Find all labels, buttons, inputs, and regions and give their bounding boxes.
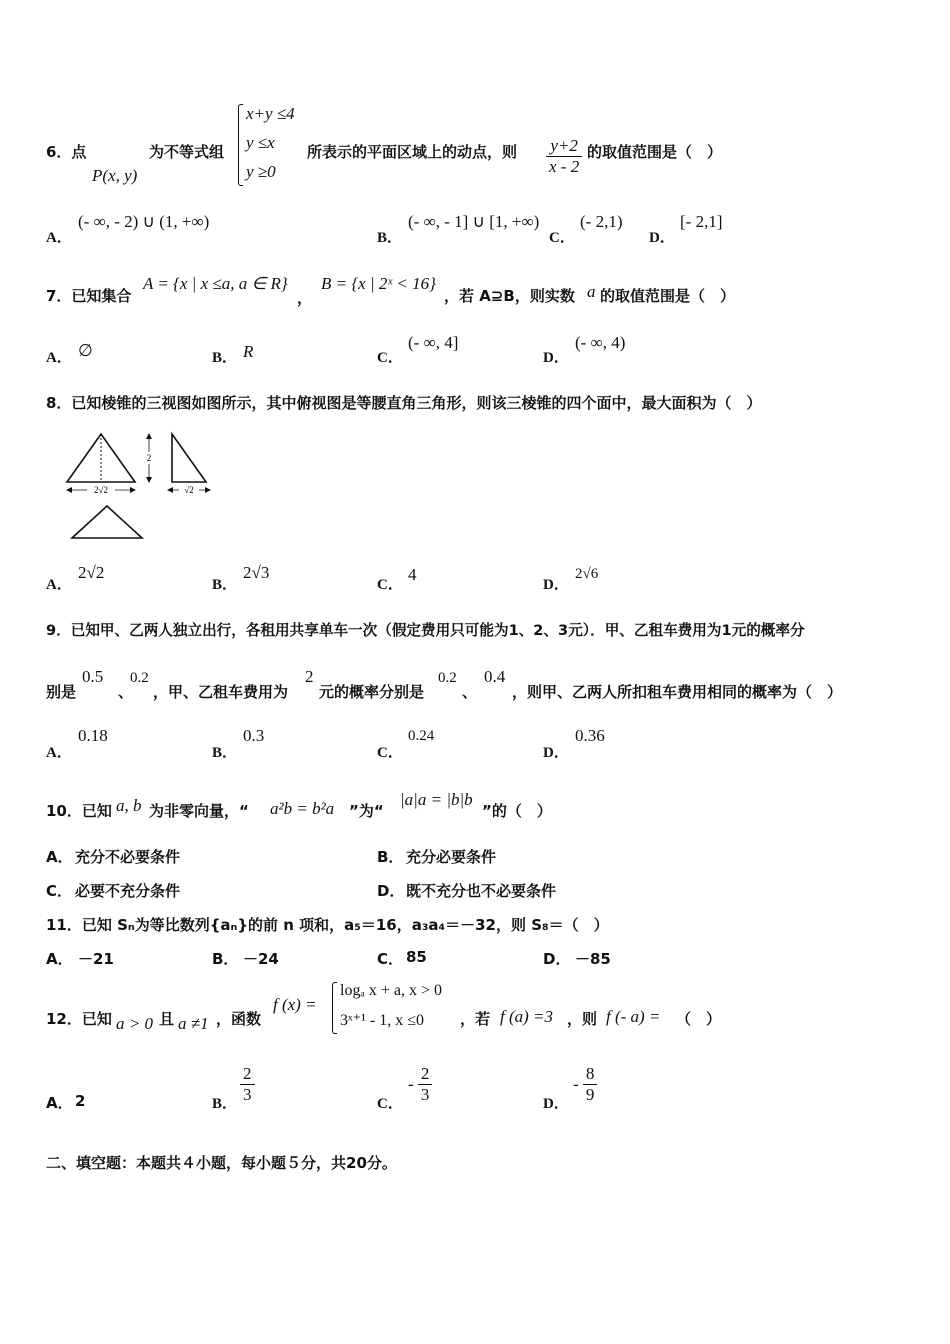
q12-case-2: 3ˣ⁺¹ - 1, x ≤0	[340, 1012, 424, 1029]
q8-height-label: 2	[146, 453, 152, 463]
q8-option-c: 4	[408, 565, 417, 584]
q10-option-b-label: B．	[377, 848, 404, 866]
q6-option-c: (- 2,1)	[580, 212, 623, 231]
q12-option-d	[573, 1064, 597, 1105]
q8-option-d: 2√6	[575, 566, 599, 582]
q9-option-d-label: D．	[543, 745, 569, 761]
q7-option-d-label: D．	[543, 350, 569, 366]
q12-stem-text1: 且	[159, 1010, 175, 1028]
q7-var-a: a	[587, 282, 596, 301]
q9-stem-line1: 9．已知甲、乙两人独立出行，各租用共享单车一次（假定费用只可能为1、2、3元）．甲、乙租车费用为1元的概率分	[46, 622, 805, 639]
q8-option-a: 2√2	[78, 563, 105, 582]
q7-option-a-label: A．	[46, 350, 72, 366]
q9-stem-l2c: 元的概率分别是	[319, 683, 425, 701]
q8-option-c-label: C．	[377, 577, 403, 593]
q10-cond2: |a|a = |b|b	[400, 790, 473, 809]
q8-side-view	[172, 434, 206, 482]
q10-option-d-label: D．	[377, 882, 405, 900]
q9-option-a-label: A．	[46, 745, 72, 761]
q6-ineq-3: y ≥0	[246, 162, 276, 181]
q6-stem-text1: 为不等式组	[149, 143, 225, 161]
q8-side-label: √2	[184, 485, 194, 495]
q8-height-arrow-bottom	[146, 477, 152, 483]
q9-sep2: 、	[462, 683, 478, 701]
q6-option-d: [- 2,1]	[680, 212, 723, 231]
q7-option-c: (- ∞, 4]	[408, 333, 459, 352]
q12-option-d-den: 9	[585, 1085, 595, 1104]
q12-option-c-den: 3	[420, 1085, 430, 1104]
q8-option-d-label: D．	[543, 577, 569, 593]
q9-option-c: 0.24	[408, 728, 435, 744]
q7-set-a: A = {x | x ≤a, a ∈ R}	[143, 274, 288, 293]
section-2-heading: 二、填空题：本题共４小题，每小题５分，共20分。	[46, 1154, 397, 1172]
q11-option-d: －85	[575, 950, 611, 968]
q12-stem-text5: （ ）	[676, 1010, 722, 1028]
q9-stem-l2a: 别是	[46, 683, 77, 701]
q7-option-d: (- ∞, 4)	[575, 333, 626, 352]
q7-stem-text2: 的取值范围是（ ）	[600, 287, 736, 305]
q11-stem: 11．已知 Sₙ为等比数列{aₙ}的前 n 项和，a₅＝16，a₃a₄＝－32，则 S₈＝（ ）	[46, 916, 609, 934]
q8-stem: 8．已知棱锥的三视图如图所示，其中俯视图是等腰直角三角形，则该三棱锥的四个面中，最大面积为（ ）	[46, 394, 762, 412]
q9-p3: 0.2	[438, 670, 457, 686]
q6-option-a: (- ∞, - 2) ∪ (1, +∞)	[78, 212, 210, 231]
q9-stem-l2b: ，甲、乙租车费用为	[153, 683, 289, 701]
q11-option-b-label: B．	[212, 950, 239, 968]
q12-option-b-num: 2	[240, 1064, 255, 1085]
q8-option-a-label: A．	[46, 577, 72, 593]
q6-frac-num: y+2	[546, 136, 582, 157]
q12-option-a: 2	[75, 1092, 86, 1110]
q6-option-c-label: C．	[549, 230, 575, 246]
q8-height-arrow-top	[146, 433, 152, 439]
q6-fraction	[546, 136, 582, 177]
q11-option-b: －24	[243, 950, 279, 968]
q9-two: 2	[305, 667, 314, 686]
q6-frac-den: x - 2	[549, 157, 580, 176]
q12-fa: f (a) =3	[500, 1007, 554, 1026]
q10-option-a-label: A．	[46, 848, 73, 866]
q6-stem-text2: 所表示的平面区域上的动点，则	[307, 143, 518, 161]
q7-option-c-label: C．	[377, 350, 403, 366]
q8-width-label: 2√2	[94, 485, 108, 495]
q12-option-c-num: 2	[418, 1064, 433, 1085]
q12-option-d-sign: -	[573, 1074, 579, 1094]
q8-width-arrow-right	[130, 487, 136, 493]
q8-width-arrow-left	[66, 487, 72, 493]
q11-option-d-label: D．	[543, 950, 571, 968]
q12-option-d-label: D．	[543, 1096, 569, 1112]
q9-p4: 0.4	[484, 667, 506, 686]
q6-system-brace	[238, 104, 243, 186]
q10-vars: a, b	[116, 796, 142, 815]
q9-option-b-label: B．	[212, 745, 238, 761]
q6-option-b-label: B．	[377, 230, 403, 246]
q9-stem-l2d: ，则甲、乙两人所扣租车费用相同的概率为（ ）	[512, 683, 843, 701]
q12-case-brace	[332, 982, 337, 1034]
q12-option-d-num: 8	[583, 1064, 598, 1085]
q12-option-c-sign: -	[408, 1074, 414, 1094]
q8-option-b: 2√3	[243, 563, 270, 582]
q10-stem-text2: ”为“	[349, 802, 384, 820]
q9-option-b: 0.3	[243, 726, 265, 745]
q10-option-c: 必要不充分条件	[75, 882, 181, 900]
q6-stem-number: 6．点	[46, 143, 87, 161]
q10-option-a: 充分不必要条件	[75, 848, 181, 866]
q11-option-a-label: A．	[46, 950, 73, 968]
q9-option-c-label: C．	[377, 745, 403, 761]
q11-option-a: －21	[78, 950, 114, 968]
q7-stem-text1: ，若 A⊇B，则实数	[444, 287, 575, 305]
q7-option-b: R	[243, 342, 254, 361]
q12-stem-text4: ，则	[567, 1010, 598, 1028]
q9-p2: 0.2	[130, 670, 149, 686]
q12-case-1: logₐ x + a, x > 0	[340, 982, 442, 999]
q7-stem-number: 7．已知集合	[46, 287, 132, 305]
q12-option-b	[240, 1064, 255, 1105]
q10-option-c-label: C．	[46, 882, 73, 900]
q12-option-b-label: B．	[212, 1096, 238, 1112]
q12-option-a-label: A．	[46, 1094, 73, 1112]
q9-option-d: 0.36	[575, 726, 605, 745]
q11-option-c-label: C．	[377, 950, 404, 968]
q12-fna: f (- a) =	[606, 1007, 661, 1026]
q8-option-b-label: B．	[212, 577, 238, 593]
q11-option-c: 85	[406, 948, 427, 966]
q9-p1: 0.5	[82, 667, 104, 686]
q7-set-b: B = {x | 2ˣ < 16}	[321, 274, 436, 293]
q12-stem-text2: ，函数	[216, 1010, 262, 1028]
q12-cond1: a > 0	[116, 1014, 153, 1033]
q6-point: P(x, y)	[92, 166, 138, 185]
q12-option-b-den: 3	[243, 1085, 252, 1104]
q6-option-a-label: A．	[46, 230, 72, 246]
q7-comma: ，	[297, 289, 313, 307]
q7-option-a: ∅	[78, 341, 93, 360]
q6-ineq-2: y ≤x	[246, 133, 275, 152]
q8-side-arrow-left	[167, 487, 173, 493]
q12-fdef: f (x) =	[273, 995, 317, 1014]
q10-stem-number: 10．已知	[46, 802, 112, 820]
q7-option-b-label: B．	[212, 350, 238, 366]
q12-option-c	[408, 1064, 432, 1105]
q9-sep1: 、	[118, 683, 134, 701]
q12-stem-number: 12．已知	[46, 1010, 112, 1028]
q12-cond2: a ≠1	[178, 1014, 209, 1033]
q6-option-d-label: D．	[649, 230, 675, 246]
q8-top-view	[72, 506, 142, 538]
q6-option-b: (- ∞, - 1] ∪ [1, +∞)	[408, 212, 540, 231]
q10-stem-text1: 为非零向量，“	[149, 802, 249, 820]
q8-side-arrow-right	[205, 487, 211, 493]
q6-ineq-1: x+y ≤4	[246, 104, 295, 123]
q12-stem-text3: ，若	[460, 1010, 491, 1028]
q9-option-a: 0.18	[78, 726, 108, 745]
q10-cond1: a²b = b²a	[270, 799, 335, 818]
q10-stem-text3: ”的（ ）	[482, 802, 552, 820]
q10-option-d: 既不充分也不必要条件	[406, 882, 557, 900]
q6-stem-text3: 的取值范围是（ ）	[587, 143, 723, 161]
q12-option-c-label: C．	[377, 1096, 403, 1112]
q8-three-view-figure	[60, 428, 220, 544]
q10-option-b: 充分必要条件	[406, 848, 497, 866]
